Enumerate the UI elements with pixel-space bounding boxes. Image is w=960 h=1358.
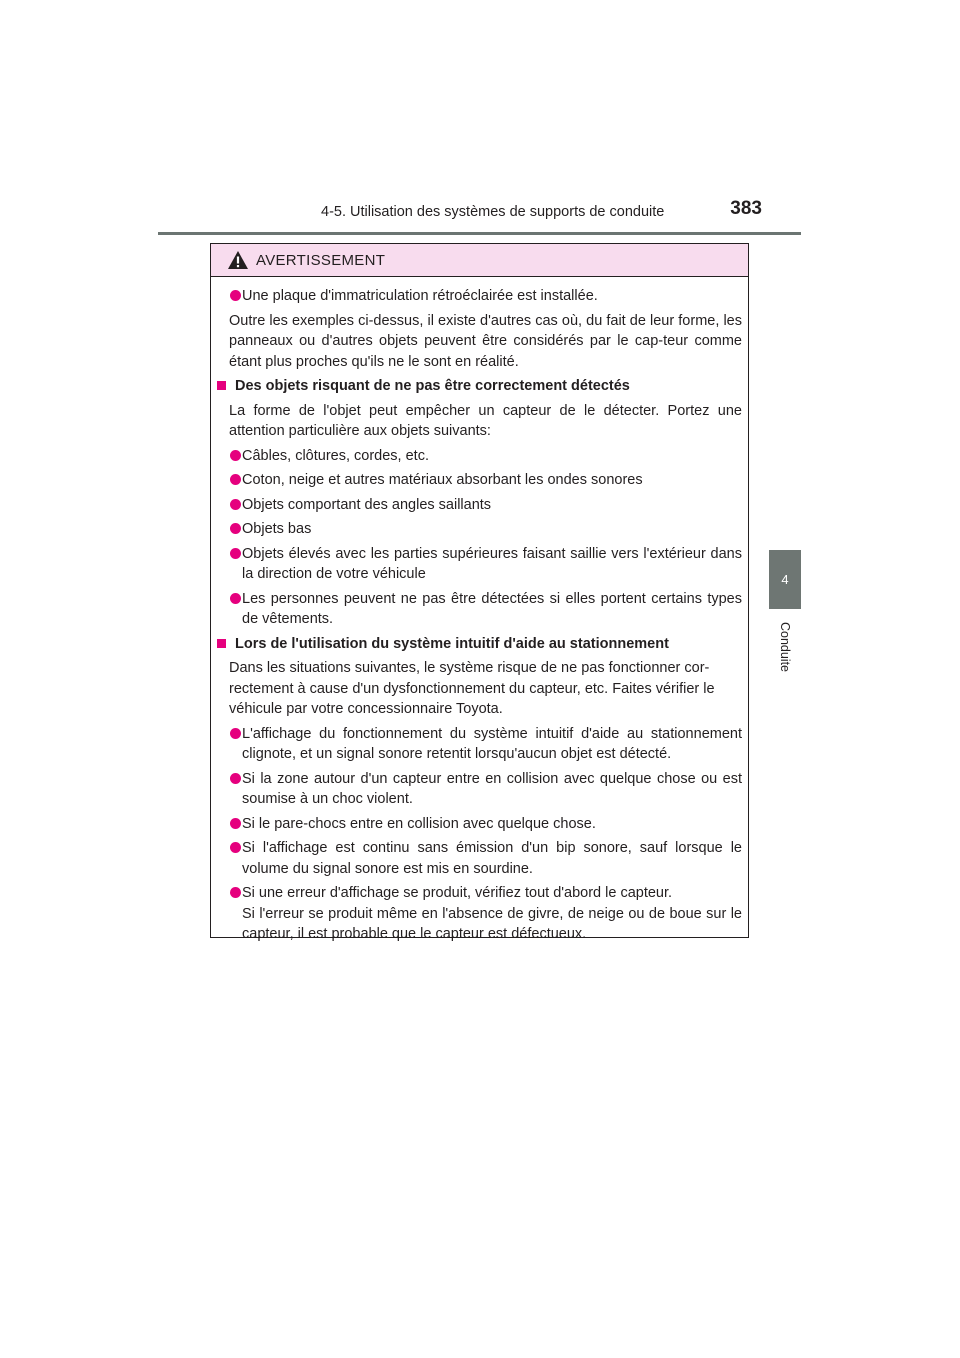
list-item-text: Si le pare-chocs entre en collision avec quelque chose. [242,815,596,832]
chapter-tab [769,550,801,609]
bullet-icon [230,887,241,898]
chapter-label: Conduite [778,621,793,673]
bullet-icon [230,818,241,829]
list-item [217,814,742,835]
list-item [217,589,742,630]
bullet-icon [230,523,241,534]
list-item [217,769,742,810]
warning-triangle-icon [227,250,249,270]
list-item [217,544,742,585]
bullet-icon [230,593,241,604]
chapter-number: 4 [781,572,789,587]
list-item-text: Si l'erreur se produit même en l'absence de givre, de neige ou de boue sur le capteur, il est probable que le capteur est défectueux. [242,905,742,942]
paragraph-line: rectement à cause d'un dysfonctionnement du capteur, etc. Faites vérifier le [229,680,715,697]
list-item-text: Les personnes peuvent ne pas être détectées si elles portent certains types de vêtements. [242,590,742,627]
list-item [217,883,742,945]
bullet-icon [230,548,241,559]
list-item [217,470,742,491]
section-title: 4-5. Utilisation des systèmes de supports de conduite [321,204,665,220]
warning-header [211,244,748,277]
paragraph: La forme de l'objet peut empêcher un capteur de le détecter. Portez une attention particulière aux objets suivants: [229,402,742,439]
bullet-icon [230,290,241,301]
list-item-text: Une plaque d'immatriculation rétroéclairée est installée. [242,288,598,304]
warning-title: AVERTISSEMENT [256,251,386,269]
square-bullet-icon [217,639,226,648]
list-item [217,724,742,765]
list-item-text: Objets élevés avec les parties supérieures faisant saillie vers l'extérieur dans la direction de votre véhicule [242,545,742,582]
bullet-icon [230,842,241,853]
list-item-text: Câbles, clôtures, cordes, etc. [242,447,429,464]
bullet-icon [230,474,241,485]
list-item [217,286,742,307]
paragraph [229,658,742,720]
list-item-text: Si l'affichage est continu sans émission d'un bip sonore, sauf lorsque le volume du signal sonore est mis en sourdine. [242,840,742,877]
bullet-icon [230,450,241,461]
list-item [217,519,742,540]
section-heading [217,634,742,655]
paragraph: Outre les exemples ci-dessus, il existe d'autres cas où, du fait de leur forme, les panneaux ou d'autres objets peuvent être considérés par le cap-teur comme étant plus proches qu'ils ne le sont en réalité. [229,312,742,370]
page-number: 383 [730,198,762,219]
header-divider [158,232,801,235]
list-item-text: Objets bas [242,521,312,537]
list-item-text: L'affichage du fonctionnement du système intuitif d'aide au stationnement clignote, et un signal sonore retentit lorsqu'aucun objet est détecté. [242,725,742,762]
bullet-icon [230,728,241,739]
list-item [217,838,742,879]
paragraph-line: véhicule par votre concessionnaire Toyota. [229,701,503,717]
square-bullet-icon [217,381,226,390]
chapter-label-container [769,612,801,682]
section-heading-text: Lors de l'utilisation du système intuitif d'aide au stationnement [235,635,669,652]
warning-body [211,277,748,945]
bullet-icon [230,773,241,784]
list-item-text: Coton, neige et autres matériaux absorbant les ondes sonores [242,472,643,488]
list-item-text: Si la zone autour d'un capteur entre en collision avec quelque chose ou est soumise à un choc violent. [242,770,742,807]
warning-box [210,243,749,942]
bullet-icon [230,499,241,510]
section-heading [217,376,742,397]
list-item [217,495,742,516]
paragraph-line: Dans les situations suivantes, le système risque de ne pas fonctionner cor- [229,660,710,676]
list-item-text: Si une erreur d'affichage se produit, vérifiez tout d'abord le capteur. [242,885,673,901]
list-item [217,446,742,467]
list-item-text: Objets comportant des angles saillants [242,496,492,513]
section-heading-text: Des objets risquant de ne pas être correctement détectés [235,378,630,394]
